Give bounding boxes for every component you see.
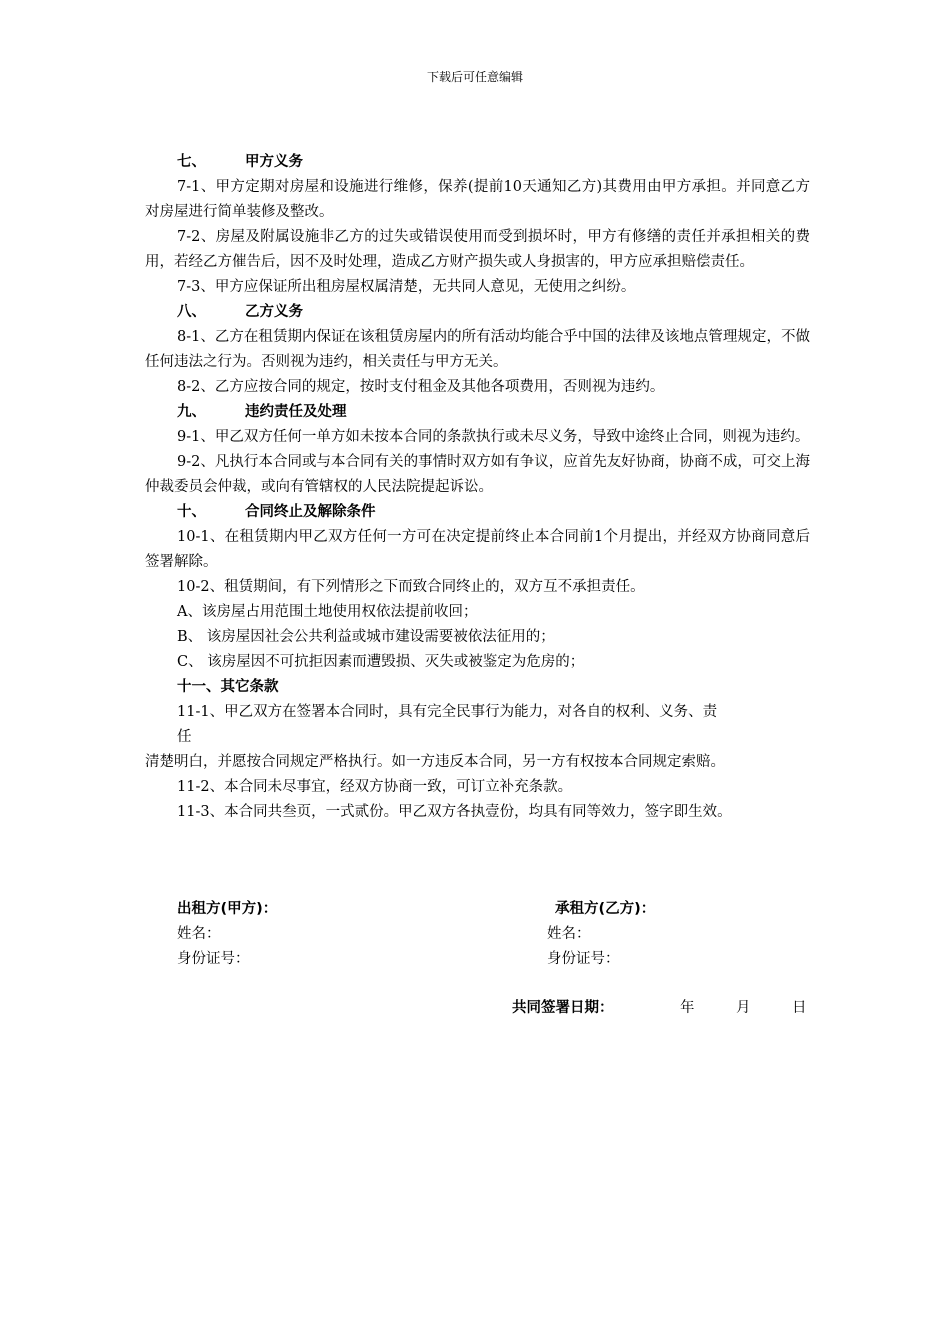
clause-10-2-b: B、 该房屋因社会公共利益或城市建设需要被依法征用的；	[177, 629, 555, 645]
section-heading-10	[145, 500, 810, 525]
lessor-title: 出租方(甲方)：	[177, 901, 278, 917]
clause-9-1: 9-1、甲乙双方任何一单方如未按本合同的条款执行或未尽义务，导致中途终止合同，则视为违约。	[177, 429, 810, 445]
section-heading-8	[145, 300, 810, 325]
lessee-id-label: 身份证号：	[547, 951, 620, 967]
section-heading-7	[145, 150, 810, 175]
lessee-title: 承租方(乙方)：	[555, 901, 656, 917]
clause-7-2: 7-2、房屋及附属设施非乙方的过失或错误使用而受到损坏时，甲方有修缮的责任并承担相关的费用，若经乙方催告后，因不及时处理，造成乙方财产损失或人身损害的，甲方应承担赔偿责任。	[145, 229, 810, 270]
clause-10-2-a: A、该房屋占用范围土地使用权依法提前收回；	[177, 604, 478, 620]
section-title: 违约责任及处理	[245, 404, 347, 420]
section-number: 九、	[177, 404, 206, 420]
lessor-name-label: 姓名：	[177, 926, 221, 942]
clause-11-1-line2: 任	[177, 729, 192, 745]
lessee-name-label: 姓名：	[547, 926, 591, 942]
clause-8-2: 8-2、乙方应按合同的规定，按时支付租金及其他各项费用，否则视为违约。	[177, 379, 665, 395]
clause-10-2: 10-2、租赁期间，有下列情形之下而致合同终止的，双方互不承担责任。	[177, 579, 645, 595]
lessor-signature	[177, 897, 437, 972]
section-number: 七、	[177, 154, 206, 170]
section-number: 八、	[177, 304, 206, 320]
year-label: 年	[680, 1000, 695, 1016]
contract-body	[145, 150, 810, 825]
clause-7-1: 7-1、甲方定期对房屋和设施进行维修，保养(提前10天通知乙方)其费用由甲方承担。并同意乙方对房屋进行简单装修及整改。	[145, 179, 810, 220]
month-label: 月	[736, 1000, 751, 1016]
clause-11-2: 11-2、本合同未尽事宜，经双方协商一致，可订立补充条款。	[177, 779, 573, 795]
clause-11-3: 11-3、本合同共叁页，一式贰份。甲乙双方各执壹份，均具有同等效力，签字即生效。	[177, 804, 732, 820]
clause-8-1: 8-1、乙方在租赁期内保证在该租赁房屋内的所有活动均能合乎中国的法律及该地点管理规定，不做任何违法之行为。否则视为违约，相关责任与甲方无关。	[145, 329, 810, 370]
lessee-signature	[547, 897, 807, 972]
clause-9-2: 9-2、凡执行本合同或与本合同有关的事情时双方如有争议，应首先友好协商，协商不成，可交上海仲裁委员会仲裁，或向有管辖权的人民法院提起诉讼。	[145, 454, 810, 495]
clause-7-3: 7-3、甲方应保证所出租房屋权属清楚，无共同人意见，无使用之纠纷。	[177, 279, 636, 295]
section-title: 乙方义务	[245, 304, 303, 320]
clause-11-1-line1: 11-1、甲乙双方在签署本合同时，具有完全民事行为能力，对各自的权利、义务、责	[177, 704, 718, 720]
signing-date	[512, 996, 812, 1021]
page-header: 下载后可任意编辑	[426, 70, 523, 84]
clause-10-2-c: C、 该房屋因不可抗拒因素而遭毁损、灭失或被鉴定为危房的；	[177, 654, 585, 670]
clause-10-1: 10-1、在租赁期内甲乙双方任何一方可在决定提前终止本合同前1个月提出，并经双方协商同意后签署解除。	[145, 529, 810, 570]
section-heading-9	[145, 400, 810, 425]
clause-11-1-line3: 清楚明白，并愿按合同规定严格执行。如一方违反本合同，另一方有权按本合同规定索赔。	[145, 754, 725, 770]
section-heading-11: 十一、其它条款	[177, 679, 279, 695]
day-label: 日	[792, 1000, 807, 1016]
lessor-id-label: 身份证号：	[177, 951, 250, 967]
section-number: 十、	[177, 504, 206, 520]
section-title: 合同终止及解除条件	[245, 504, 376, 520]
signing-date-label: 共同签署日期：	[512, 1000, 614, 1016]
section-title: 甲方义务	[245, 154, 303, 170]
